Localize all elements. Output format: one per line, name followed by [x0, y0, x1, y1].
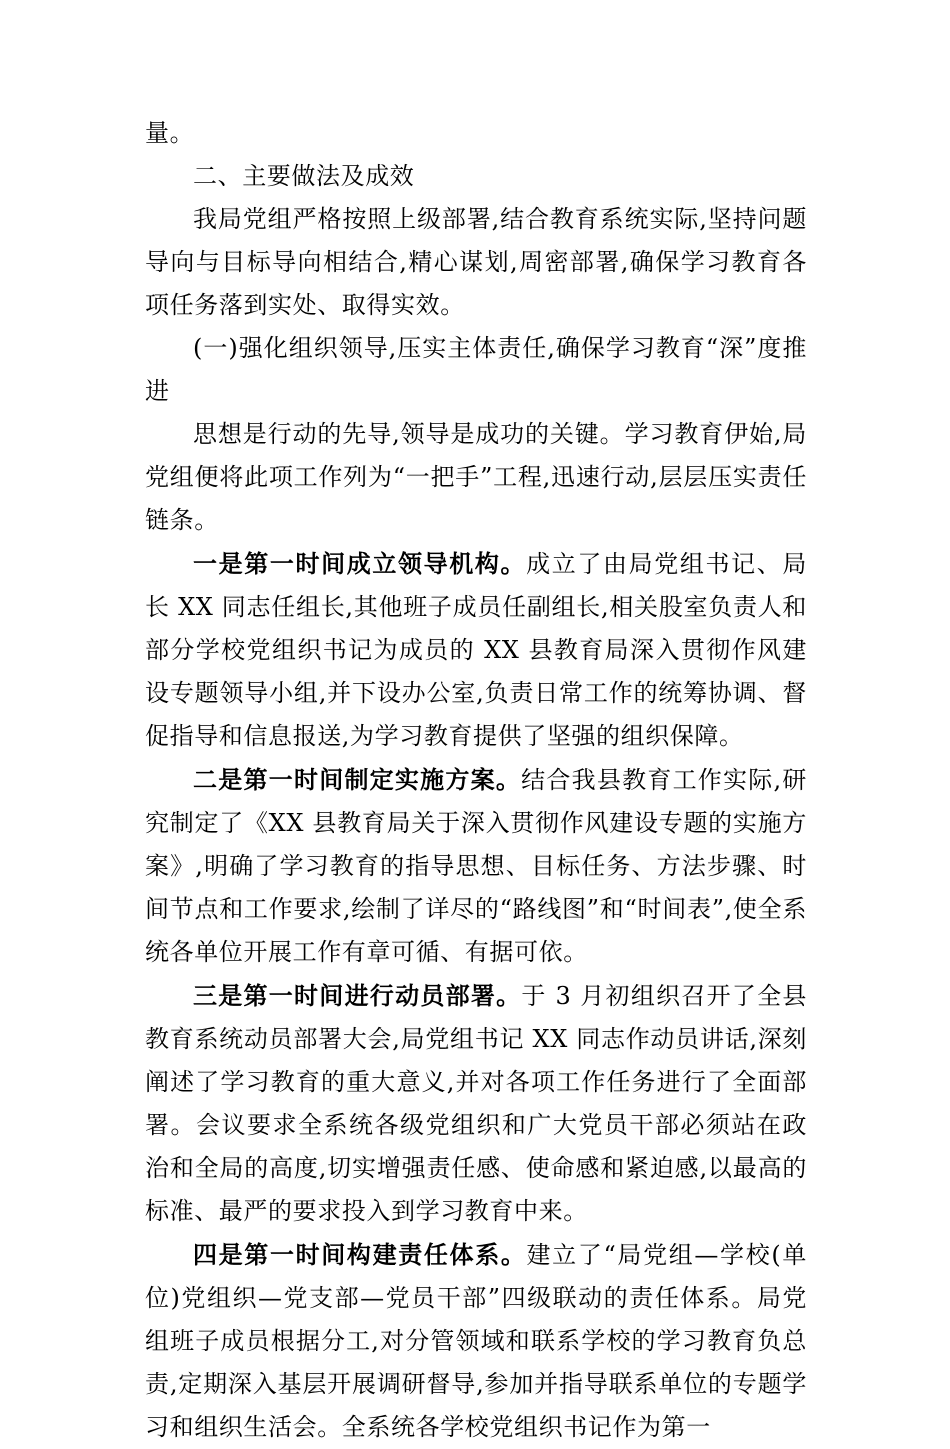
paragraph-lead: 一是第一时间成立领导机构。: [193, 549, 527, 578]
paragraph: [145, 974, 807, 1233]
paragraph-lead: 三是第一时间进行动员部署。: [193, 981, 522, 1010]
section-heading: [145, 155, 807, 198]
document-body: [145, 112, 807, 1449]
paragraph-lead: 四是第一时间构建责任体系。: [193, 1240, 527, 1269]
paragraph-lead: 二是第一时间制定实施方案。: [193, 765, 522, 794]
paragraph: [145, 758, 807, 974]
section-heading-text: 二、主要做法及成效: [193, 162, 415, 190]
paragraph-text: 结合我县教育工作实际,研究制定了《XX 县教育局关于深入贯彻作风建设专题的实施方案》,明确了学习教育的指导思想、目标任务、方法步骤、时间节点和工作要求,绘制了详尽的“路线图”和“时间表”,使全系统各单位开展工作有章可循、有据可依。: [145, 766, 807, 966]
paragraph-text: 量。: [145, 119, 195, 147]
paragraph-text: 成立了由局党组书记、局长 XX 同志任组长,其他班子成员任副组长,相关股室负责人和部分学校党组织书记为成员的 XX 县教育局深入贯彻作风建设专题领导小组,并下设办公室,负责日常工作的统筹协调、督促指导和信息报送,为学习教育提供了坚强的组织保障。: [145, 550, 807, 750]
paragraph: [145, 1233, 807, 1449]
subsection-heading-text: (一)强化组织领导,压实主体责任,确保学习教育“深”度推进: [145, 334, 807, 405]
paragraph-text: 思想是行动的先导,领导是成功的关键。学习教育伊始,局党组便将此项工作列为“一把手”工程,迅速行动,层层压实责任链条。: [145, 420, 807, 534]
paragraph-text: 于 3 月初组织召开了全县教育系统动员部署大会,局党组书记 XX 同志作动员讲话,深刻阐述了学习教育的重大意义,并对各项工作任务进行了全面部署。会议要求全系统各级党组织和广大党员干部必须站在政治和全局的高度,切实增强责任感、使命感和紧迫感,以最高的标准、最严的要求投入到学习教育中来。: [145, 982, 807, 1225]
paragraph: [145, 198, 807, 327]
paragraph: [145, 413, 807, 542]
paragraph-continuation: [145, 112, 807, 155]
paragraph-text: 我局党组严格按照上级部署,结合教育系统实际,坚持问题导向与目标导向相结合,精心谋划,周密部署,确保学习教育各项任务落到实处、取得实效。: [145, 205, 807, 319]
subsection-heading: [145, 327, 807, 413]
paragraph-text: 建立了“局党组—学校(单位)党组织—党支部—党员干部”四级联动的责任体系。局党组班子成员根据分工,对分管领域和联系学校的学习教育负总责,定期深入基层开展调研督导,参加并指导联系单位的专题学习和组织生活会。全系统各学校党组织书记作为第一: [145, 1241, 807, 1441]
paragraph: [145, 542, 807, 758]
